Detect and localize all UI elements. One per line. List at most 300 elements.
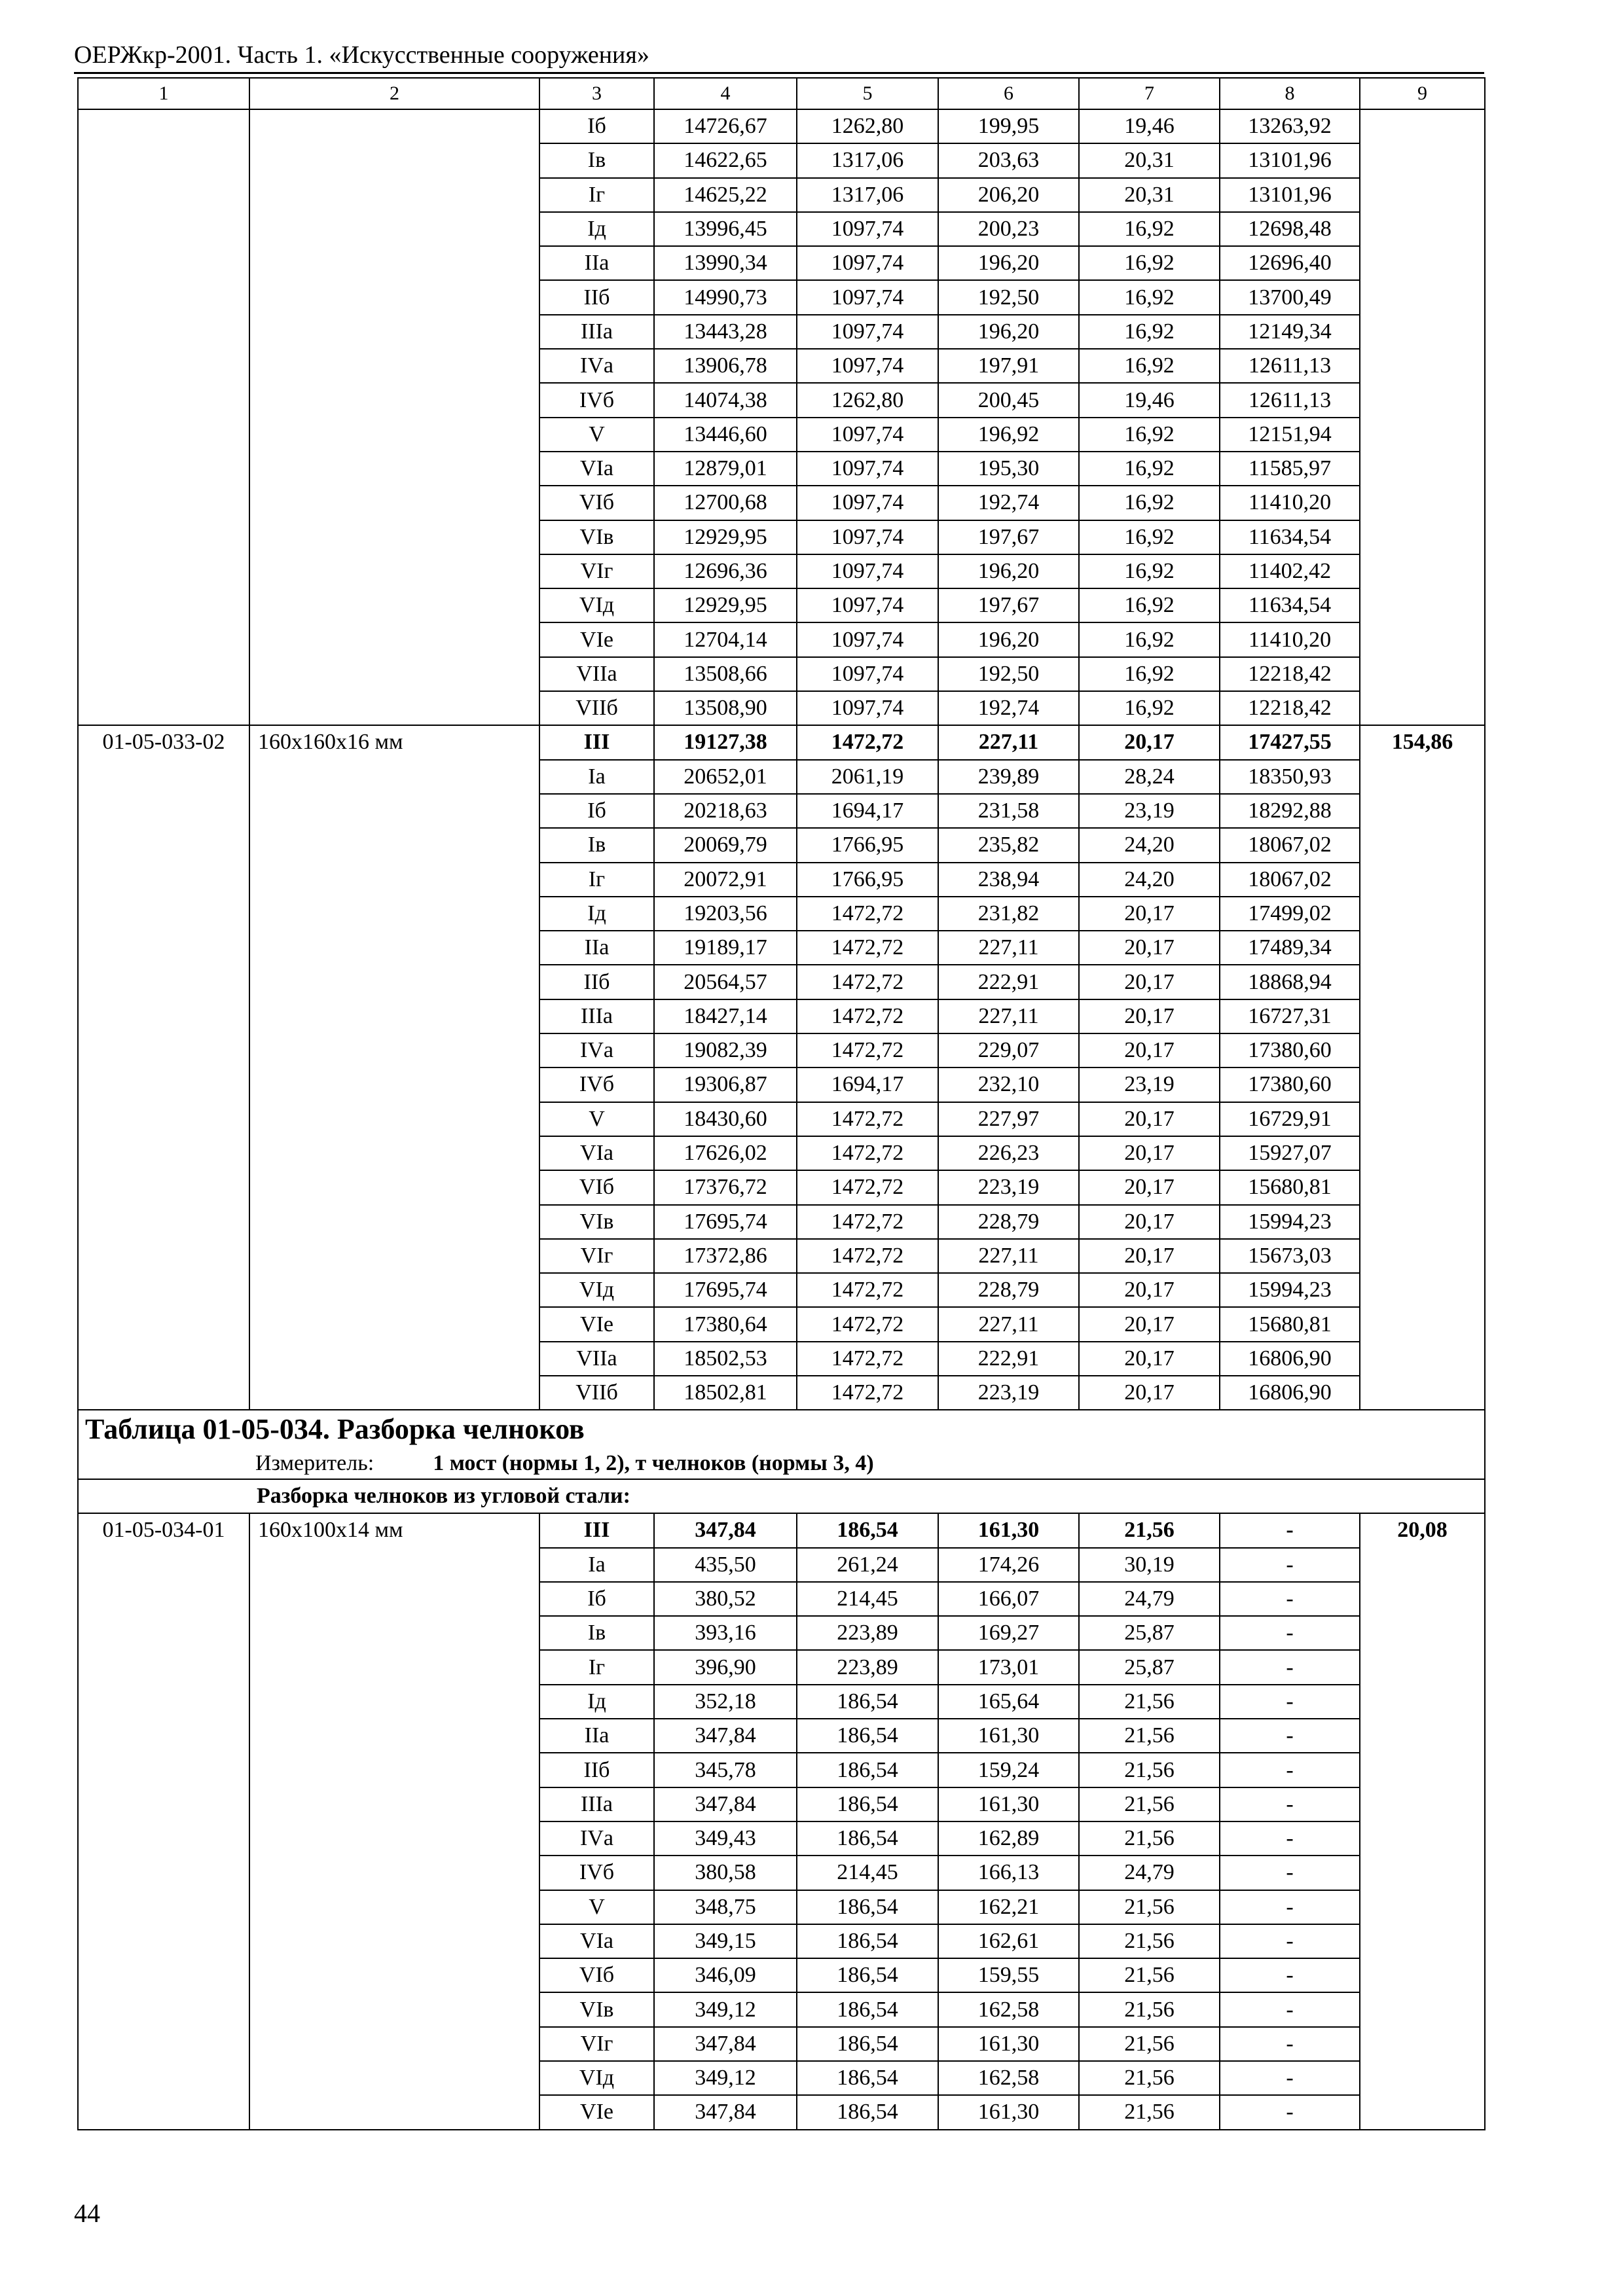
table-cell: 1097,74	[797, 554, 938, 588]
table-cell: 186,54	[797, 1992, 938, 2026]
table-cell: 13996,45	[654, 212, 797, 246]
table-cell: 20,17	[1079, 931, 1220, 965]
table-cell: 1097,74	[797, 520, 938, 554]
zone-code: VIг	[539, 2027, 654, 2061]
table-cell: 11585,97	[1220, 452, 1360, 486]
table-cell: 16806,90	[1220, 1342, 1360, 1376]
zone-code: IIIа	[539, 999, 654, 1033]
zone-code: Iб	[539, 794, 654, 828]
table-cell: 186,54	[797, 1924, 938, 1958]
zone-code: VIд	[539, 1273, 654, 1307]
norm-code: 01-05-034-01	[78, 1513, 249, 2129]
table-cell: 19189,17	[654, 931, 797, 965]
table-cell: 13508,90	[654, 691, 797, 725]
table-cell: 17376,72	[654, 1170, 797, 1204]
table-cell: 21,56	[1079, 1685, 1220, 1719]
table-cell: 192,74	[938, 691, 1079, 725]
table-cell: 1694,17	[797, 794, 938, 828]
table-cell: 1097,74	[797, 418, 938, 452]
table-cell: 186,54	[797, 1958, 938, 1992]
table-cell: 1097,74	[797, 349, 938, 383]
zone-code: VIв	[539, 1992, 654, 2026]
zone-code: Iг	[539, 1650, 654, 1684]
table-cell: 20069,79	[654, 828, 797, 862]
table-cell: 347,84	[654, 1719, 797, 1753]
table-cell: 203,63	[938, 143, 1079, 177]
zone-code: Iа	[539, 1548, 654, 1582]
table-cell: 21,56	[1079, 1513, 1220, 1547]
zone-code: Iа	[539, 760, 654, 794]
table-cell: -	[1220, 1787, 1360, 1821]
table-cell: 12218,42	[1220, 657, 1360, 691]
zone-code: VIв	[539, 1205, 654, 1239]
table-cell: 192,74	[938, 486, 1079, 520]
zone-code: Iв	[539, 143, 654, 177]
table-cell: 1317,06	[797, 143, 938, 177]
zone-code: IVб	[539, 1856, 654, 1890]
table-cell: 1472,72	[797, 1033, 938, 1067]
table-cell: -	[1220, 1992, 1360, 2026]
table-cell: 12704,14	[654, 622, 797, 656]
table-cell: 17626,02	[654, 1136, 797, 1170]
table-cell: 186,54	[797, 1787, 938, 1821]
table-cell: 21,56	[1079, 2095, 1220, 2129]
table-cell: 20,17	[1079, 1239, 1220, 1273]
table-cell: 15994,23	[1220, 1205, 1360, 1239]
table-cell: 1097,74	[797, 280, 938, 314]
table-cell: 1472,72	[797, 1376, 938, 1410]
table-cell: -	[1220, 1856, 1360, 1890]
table-cell: 349,12	[654, 1992, 797, 2026]
table-cell: 15927,07	[1220, 1136, 1360, 1170]
table-cell: 214,45	[797, 1582, 938, 1616]
table-cell: 15680,81	[1220, 1307, 1360, 1341]
zone-code: VIе	[539, 2095, 654, 2129]
zone-code: VIе	[539, 622, 654, 656]
table-cell: 12611,13	[1220, 349, 1360, 383]
table-cell: 197,91	[938, 349, 1079, 383]
table-cell: 214,45	[797, 1856, 938, 1890]
table-cell: 1097,74	[797, 657, 938, 691]
table-cell: 12151,94	[1220, 418, 1360, 452]
table-cell: 24,79	[1079, 1582, 1220, 1616]
table-cell: 19,46	[1079, 109, 1220, 143]
table-cell: 16806,90	[1220, 1376, 1360, 1410]
zone-code: IIа	[539, 1719, 654, 1753]
table-cell: -	[1220, 1513, 1360, 1547]
spec-value	[1360, 109, 1485, 725]
table-cell: 1097,74	[797, 588, 938, 622]
table-cell: 20,31	[1079, 178, 1220, 212]
table-cell: 186,54	[797, 1753, 938, 1787]
table-cell: 1097,74	[797, 315, 938, 349]
table-row	[78, 109, 1485, 143]
table-cell: 12929,95	[654, 520, 797, 554]
table-cell: 228,79	[938, 1205, 1079, 1239]
table-cell: 23,19	[1079, 1067, 1220, 1102]
table-cell: 1262,80	[797, 383, 938, 417]
table-cell: 17427,55	[1220, 725, 1360, 759]
table-cell: 12149,34	[1220, 315, 1360, 349]
zone-code: V	[539, 1890, 654, 1924]
table-cell: 222,91	[938, 1342, 1079, 1376]
table-row	[78, 1513, 1485, 1547]
zone-code: Iд	[539, 212, 654, 246]
table-cell: 18350,93	[1220, 760, 1360, 794]
table-cell: 18868,94	[1220, 965, 1360, 999]
table-cell: 11410,20	[1220, 486, 1360, 520]
table-cell: 11402,42	[1220, 554, 1360, 588]
table-cell: 1472,72	[797, 725, 938, 759]
table-cell: -	[1220, 1753, 1360, 1787]
table-cell: 227,11	[938, 725, 1079, 759]
table-cell: 223,19	[938, 1376, 1079, 1410]
table-cell: 17380,60	[1220, 1033, 1360, 1067]
table-cell: -	[1220, 1821, 1360, 1856]
table-cell: 231,58	[938, 794, 1079, 828]
table-cell: -	[1220, 1582, 1360, 1616]
table-cell: 15680,81	[1220, 1170, 1360, 1204]
table-cell: 14990,73	[654, 280, 797, 314]
table-cell: 13443,28	[654, 315, 797, 349]
table-cell: 1472,72	[797, 1136, 938, 1170]
table-cell: 20,17	[1079, 999, 1220, 1033]
table-cell: 197,67	[938, 588, 1079, 622]
unit-label: Измеритель:	[255, 1451, 374, 1476]
table-cell: 17380,60	[1220, 1067, 1360, 1102]
table-cell: 20,17	[1079, 1342, 1220, 1376]
column-number: 9	[1360, 78, 1485, 109]
norm-description: 160х100х14 мм	[249, 1513, 539, 2129]
table-cell: 161,30	[938, 1513, 1079, 1547]
table-cell: 352,18	[654, 1685, 797, 1719]
table-cell: 347,84	[654, 2095, 797, 2129]
table-cell: 345,78	[654, 1753, 797, 1787]
table-cell: 30,19	[1079, 1548, 1220, 1582]
table-cell: 20564,57	[654, 965, 797, 999]
table-cell: 1472,72	[797, 1273, 938, 1307]
table-cell: 21,56	[1079, 2061, 1220, 2095]
table-cell: 16,92	[1079, 418, 1220, 452]
table-cell: 18502,81	[654, 1376, 797, 1410]
table-cell: 380,58	[654, 1856, 797, 1890]
norm-code	[78, 109, 249, 725]
header-rule	[74, 72, 1484, 74]
table-cell: 20,17	[1079, 1307, 1220, 1341]
zone-code: VIб	[539, 1958, 654, 1992]
zone-code: VIд	[539, 588, 654, 622]
column-number: 7	[1079, 78, 1220, 109]
price-table	[77, 77, 1486, 2130]
table-cell: 20,17	[1079, 725, 1220, 759]
table-cell: -	[1220, 2061, 1360, 2095]
table-cell: 14726,67	[654, 109, 797, 143]
zone-code: VIв	[539, 520, 654, 554]
table-cell: 196,20	[938, 554, 1079, 588]
table-cell: 12611,13	[1220, 383, 1360, 417]
norm-code: 01-05-033-02	[78, 725, 249, 1410]
zone-code: Iд	[539, 897, 654, 931]
table-cell: 396,90	[654, 1650, 797, 1684]
table-cell: 192,50	[938, 657, 1079, 691]
table-cell: 16,92	[1079, 588, 1220, 622]
table-cell: 21,56	[1079, 1821, 1220, 1856]
table-cell: -	[1220, 1616, 1360, 1650]
table-cell: 159,55	[938, 1958, 1079, 1992]
table-cell: 19203,56	[654, 897, 797, 931]
table-cell: 199,95	[938, 109, 1079, 143]
table-cell: 16,92	[1079, 246, 1220, 280]
zone-code: Iд	[539, 1685, 654, 1719]
table-cell: 21,56	[1079, 1992, 1220, 2026]
table-cell: 19306,87	[654, 1067, 797, 1102]
table-cell: 16,92	[1079, 520, 1220, 554]
table-cell: 239,89	[938, 760, 1079, 794]
table-cell: 16,92	[1079, 280, 1220, 314]
zone-code: III	[539, 725, 654, 759]
table-cell: -	[1220, 2095, 1360, 2129]
table-cell: 347,84	[654, 2027, 797, 2061]
column-number: 1	[78, 78, 249, 109]
table-cell: 13101,96	[1220, 178, 1360, 212]
zone-code: VIа	[539, 452, 654, 486]
subtitle-row	[78, 1479, 1485, 1513]
table-cell: -	[1220, 1650, 1360, 1684]
table-cell: 1472,72	[797, 931, 938, 965]
table-cell: 20,17	[1079, 1376, 1220, 1410]
table-cell: 231,82	[938, 897, 1079, 931]
table-cell: 186,54	[797, 2095, 938, 2129]
table-cell: 222,91	[938, 965, 1079, 999]
table-cell: 229,07	[938, 1033, 1079, 1067]
table-cell: 161,30	[938, 1719, 1079, 1753]
spec-value: 20,08	[1360, 1513, 1485, 2129]
table-cell: 21,56	[1079, 2027, 1220, 2061]
table-cell: 16727,31	[1220, 999, 1360, 1033]
zone-code: IVб	[539, 383, 654, 417]
table-cell: 1472,72	[797, 1239, 938, 1273]
table-cell: 349,12	[654, 2061, 797, 2095]
table-cell: 20,17	[1079, 1273, 1220, 1307]
table-cell: 19,46	[1079, 383, 1220, 417]
zone-code: IVа	[539, 349, 654, 383]
table-cell: -	[1220, 1548, 1360, 1582]
table-cell: 11410,20	[1220, 622, 1360, 656]
table-cell: 186,54	[797, 1821, 938, 1856]
table-cell: 17489,34	[1220, 931, 1360, 965]
zone-code: VIа	[539, 1136, 654, 1170]
table-cell: 15673,03	[1220, 1239, 1360, 1273]
table-cell: 14074,38	[654, 383, 797, 417]
table-cell: 18067,02	[1220, 828, 1360, 862]
table-cell: 166,07	[938, 1582, 1079, 1616]
table-row	[78, 725, 1485, 759]
table-cell: 18292,88	[1220, 794, 1360, 828]
table-cell: 1262,80	[797, 109, 938, 143]
table-cell: 200,23	[938, 212, 1079, 246]
table-cell: 206,20	[938, 178, 1079, 212]
zone-code: VIб	[539, 1170, 654, 1204]
table-cell: 223,19	[938, 1170, 1079, 1204]
table-cell: 227,11	[938, 931, 1079, 965]
table-cell: 20,17	[1079, 965, 1220, 999]
table-cell: 2061,19	[797, 760, 938, 794]
table-cell: 186,54	[797, 2027, 938, 2061]
table-cell: 16729,91	[1220, 1102, 1360, 1136]
table-cell: 20652,01	[654, 760, 797, 794]
table-cell: 16,92	[1079, 349, 1220, 383]
table-cell: -	[1220, 1719, 1360, 1753]
table-cell: 235,82	[938, 828, 1079, 862]
unit-value: 1 мост (нормы 1, 2), т челноков (нормы 3, 4)	[433, 1451, 874, 1476]
table-cell: 174,26	[938, 1548, 1079, 1582]
column-number: 3	[539, 78, 654, 109]
table-cell: 13906,78	[654, 349, 797, 383]
zone-code: III	[539, 1513, 654, 1547]
table-cell: 186,54	[797, 2061, 938, 2095]
zone-code: V	[539, 418, 654, 452]
table-cell: 12879,01	[654, 452, 797, 486]
section-subtitle: Разборка челноков из угловой стали:	[257, 1484, 630, 1509]
column-number: 8	[1220, 78, 1360, 109]
table-cell: 1472,72	[797, 1205, 938, 1239]
zone-code: IIа	[539, 246, 654, 280]
table-cell: 196,20	[938, 622, 1079, 656]
table-cell: 14625,22	[654, 178, 797, 212]
table-cell: 16,92	[1079, 554, 1220, 588]
table-cell: 186,54	[797, 1685, 938, 1719]
table-cell: 348,75	[654, 1890, 797, 1924]
table-cell: 173,01	[938, 1650, 1079, 1684]
zone-code: Iг	[539, 863, 654, 897]
table-cell: 18502,53	[654, 1342, 797, 1376]
table-heading-row	[78, 1410, 1485, 1448]
table-cell: 349,15	[654, 1924, 797, 1958]
table-cell: 20072,91	[654, 863, 797, 897]
table-cell: 21,56	[1079, 1719, 1220, 1753]
table-cell: 261,24	[797, 1548, 938, 1582]
table-cell: 186,54	[797, 1890, 938, 1924]
table-cell: 1472,72	[797, 1102, 938, 1136]
table-cell: 12696,40	[1220, 246, 1360, 280]
table-cell: 25,87	[1079, 1616, 1220, 1650]
zone-code: IIб	[539, 1753, 654, 1787]
table-cell: 1694,17	[797, 1067, 938, 1102]
table-cell: 196,20	[938, 246, 1079, 280]
zone-code: Iг	[539, 178, 654, 212]
table-cell: 162,58	[938, 1992, 1079, 2026]
table-cell: 21,56	[1079, 1958, 1220, 1992]
table-cell: 1472,72	[797, 1342, 938, 1376]
table-cell: 13700,49	[1220, 280, 1360, 314]
table-cell: 12218,42	[1220, 691, 1360, 725]
table-cell: 1766,95	[797, 828, 938, 862]
table-cell: 20,17	[1079, 1102, 1220, 1136]
table-cell: 28,24	[1079, 760, 1220, 794]
zone-code: VIе	[539, 1307, 654, 1341]
table-cell: 13508,66	[654, 657, 797, 691]
zone-code: VIIб	[539, 691, 654, 725]
table-cell: 17372,86	[654, 1239, 797, 1273]
table-cell: 23,19	[1079, 794, 1220, 828]
table-cell: 16,92	[1079, 622, 1220, 656]
table-cell: 24,79	[1079, 1856, 1220, 1890]
table-cell: 192,50	[938, 280, 1079, 314]
page-number: 44	[74, 2198, 100, 2228]
table-cell: 1472,72	[797, 965, 938, 999]
table-cell: 18430,60	[654, 1102, 797, 1136]
column-number: 5	[797, 78, 938, 109]
table-cell: 17499,02	[1220, 897, 1360, 931]
table-cell: 238,94	[938, 863, 1079, 897]
table-cell: 227,11	[938, 1307, 1079, 1341]
zone-code: IVа	[539, 1821, 654, 1856]
table-cell: 1097,74	[797, 212, 938, 246]
column-number: 6	[938, 78, 1079, 109]
table-cell: 18427,14	[654, 999, 797, 1033]
table-cell: 17380,64	[654, 1307, 797, 1341]
table-cell: 223,89	[797, 1616, 938, 1650]
zone-code: Iб	[539, 109, 654, 143]
table-cell: 16,92	[1079, 315, 1220, 349]
table-cell: 1097,74	[797, 452, 938, 486]
column-number-row	[78, 78, 1485, 109]
table-cell: 24,20	[1079, 863, 1220, 897]
zone-code: IIб	[539, 280, 654, 314]
table-cell: 16,92	[1079, 212, 1220, 246]
zone-code: IIа	[539, 931, 654, 965]
table-cell: 165,64	[938, 1685, 1079, 1719]
table-cell: -	[1220, 1685, 1360, 1719]
table-cell: 20218,63	[654, 794, 797, 828]
table-cell: 223,89	[797, 1650, 938, 1684]
zone-code: IIIа	[539, 1787, 654, 1821]
table-cell: 1472,72	[797, 999, 938, 1033]
table-cell: 393,16	[654, 1616, 797, 1650]
table-cell: 162,89	[938, 1821, 1079, 1856]
zone-code: VIб	[539, 486, 654, 520]
table-cell: 16,92	[1079, 452, 1220, 486]
unit-cell	[78, 1448, 1485, 1479]
table-cell: 11634,54	[1220, 520, 1360, 554]
zone-code: VIг	[539, 554, 654, 588]
table-cell: 21,56	[1079, 1890, 1220, 1924]
zone-code: Iв	[539, 1616, 654, 1650]
table-cell: 20,17	[1079, 1136, 1220, 1170]
table-cell: 12929,95	[654, 588, 797, 622]
zone-code: IIIа	[539, 315, 654, 349]
table-cell: 1766,95	[797, 863, 938, 897]
table-cell: 1472,72	[797, 897, 938, 931]
table-cell: -	[1220, 2027, 1360, 2061]
page-header: ОЕРЖкр-2001. Часть 1. «Искусственные сооружения»	[74, 41, 649, 69]
table-cell: 227,97	[938, 1102, 1079, 1136]
table-cell: 1097,74	[797, 486, 938, 520]
unit-row	[78, 1448, 1485, 1479]
table-cell: 12700,68	[654, 486, 797, 520]
norm-description	[249, 109, 539, 725]
zone-code: Iб	[539, 1582, 654, 1616]
table-cell: 1097,74	[797, 622, 938, 656]
table-cell: 20,17	[1079, 1170, 1220, 1204]
table-cell: 196,92	[938, 418, 1079, 452]
table-cell: 159,24	[938, 1753, 1079, 1787]
table-cell: 17695,74	[654, 1205, 797, 1239]
table-cell: 162,58	[938, 2061, 1079, 2095]
table-cell: 19082,39	[654, 1033, 797, 1067]
table-cell: 161,30	[938, 2027, 1079, 2061]
table-cell: 226,23	[938, 1136, 1079, 1170]
